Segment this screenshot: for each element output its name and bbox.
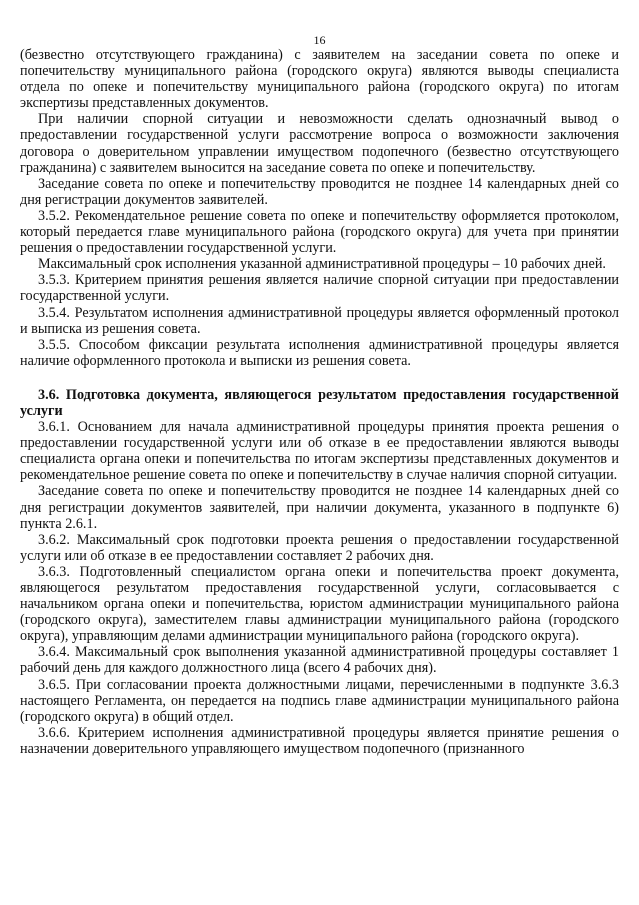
paragraph: Максимальный срок исполнения указанной административной процедуры – 10 рабочих дней.: [38, 256, 606, 273]
paragraph: Заседание совета по опеке и попечительству проводится не позднее 14 календарных дней со дня регистрации документов заявителей, при наличии документа, указанного в подпункте 6) пункта 2.6.1.: [20, 483, 619, 532]
paragraph: 3.6.6. Критерием исполнения административной процедуры является принятие решения о назначении доверительного управляющего имуществом подопечного (признанного: [20, 724, 619, 757]
paragraph: 3.5.2. Рекомендательное решение совета по опеке и попечительству оформляется протоколом, который передается главе муниципального района (городского округа) для учета при принятии решения о предоставлении государственной услуги.: [20, 207, 619, 257]
paragraph: При наличии спорной ситуации и невозможности сделать однозначный вывод о предоставлении государственной услуги рассмотрение вопроса о возможности заключения договора о доверительном управлении имуществом подопечного (безвестно отсутствующего гражданина) с заявителем выносится на заседание совета по опеке и попечительству.: [20, 111, 619, 176]
section-spacer: [20, 369, 619, 387]
page-number: 16: [313, 33, 326, 47]
paragraph: 3.5.4. Результатом исполнения административной процедуры является оформленный протокол и выписка из решения совета.: [20, 304, 619, 337]
paragraph: 3.6.3. Подготовленный специалистом органа опеки и попечительства проект документа, являющегося результатом предоставления государственной услуги, согласовывается с начальником органа опеки и попечительства, юристом администрации муниципального района (городского округа), заместителем главы администрации муниципального района (городского округа), управляющим делами администрации муниципального района (городского округа).: [20, 563, 619, 645]
paragraph: 3.6.5. При согласовании проекта должностными лицами, перечисленными в подпункте 3.6.3 настоящего Регламента, он передается на подпись главе администрации муниципального района (городского округа) в общий отдел.: [20, 676, 619, 725]
paragraph: 3.5.3. Критерием принятия решения является наличие спорной ситуации при предоставлении государственной услуги.: [20, 272, 619, 305]
paragraph: 3.6.4. Максимальный срок выполнения указанной административной процедуры составляет 1 рабочий день для каждого должностного лица (всего 4 рабочих дня).: [20, 644, 619, 677]
paragraph: Заседание совета по опеке и попечительству проводится не позднее 14 календарных дней со дня регистрации документов заявителей.: [20, 175, 619, 208]
paragraph: 3.5.5. Способом фиксации результата исполнения административной процедуры является наличие оформленного протокола и выписки из решения совета.: [20, 336, 619, 369]
paragraph: 3.6.2. Максимальный срок подготовки проекта решения о предоставлении государственной услуги или об отказе в ее предоставлении составляет 2 рабочих дня.: [20, 531, 619, 564]
section-heading: 3.6. Подготовка документа, являющегося результатом предоставления государственной услуги: [20, 386, 619, 419]
paragraph: 3.6.1. Основанием для начала административной процедуры принятия проекта решения о предоставлении государственной услуги или об отказе в ее предоставлении являются выводы специалиста органа опеки и попечительства по итогам экспертизы представленных документов и рекомендательное решение совета по опеке и попечительству в случае наличия спорной ситуации.: [20, 419, 619, 484]
paragraph: (безвестно отсутствующего гражданина) с заявителем на заседании совета по опеке и попечительству муниципального района (городского округа) являются выводы специалиста отдела по опеке и попечительству муниципального района (городского округа) по итогам экспертизы представленных документов.: [20, 47, 619, 112]
document-body: [20, 47, 619, 757]
